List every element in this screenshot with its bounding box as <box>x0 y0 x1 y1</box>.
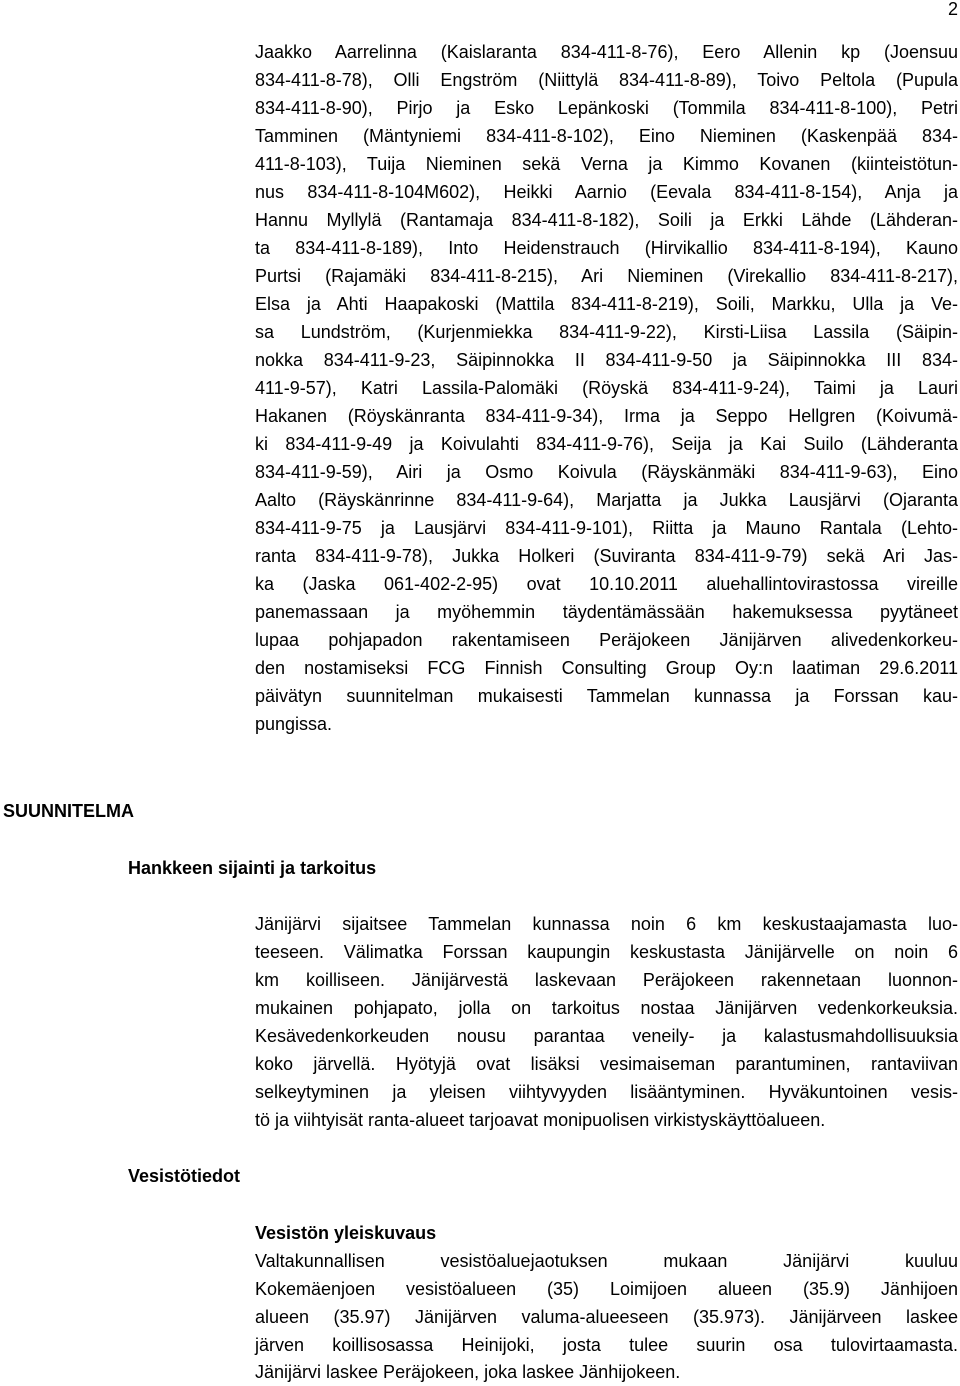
text-line: ranta 834-411-9-78), Jukka Holkeri (Suviranta 834-411-9-79) sekä Ari Jas- <box>255 546 958 566</box>
text-line: den nostamiseksi FCG Finnish Consulting Group Oy:n laatiman 29.6.2011 <box>255 658 958 678</box>
text-line: koko järvellä. Hyötyjä ovat lisäksi vesimaiseman parantuminen, rantaviivan <box>255 1054 958 1074</box>
text-line: Jänijärvi laskee Peräjokeen, joka laskee Jänhijokeen. <box>255 1362 681 1382</box>
text-line: 411-9-57), Katri Lassila-Palomäki (Röyskä 834-411-9-24), Taimi ja Lauri <box>255 378 958 398</box>
text-line: 834-411-9-75 ja Lausjärvi 834-411-9-101), Riitta ja Mauno Rantala (Lehto- <box>255 518 958 538</box>
text-line: ta 834-411-8-189), Into Heidenstrauch (Hirvikallio 834-411-8-194), Kauno <box>255 238 958 258</box>
text-line: teeseen. Välimatka Forssan kaupungin keskustasta Jänijärvelle on noin 6 <box>255 942 958 962</box>
text-line: km koilliseen. Jänijärvestä laskevaan Peräjokeen rakennetaan luonnon- <box>255 970 958 990</box>
text-line: nus 834-411-8-104M602), Heikki Aarnio (Eevala 834-411-8-154), Anja ja <box>255 182 958 202</box>
text-line: Jaakko Aarrelinna (Kaislaranta 834-411-8-76), Eero Allenin kp (Joensuu <box>255 42 958 62</box>
text-line: lupaa pohjapadon rakentamiseen Peräjokeen Jänijärven alivedenkorkeu- <box>255 630 958 650</box>
text-line: 834-411-8-90), Pirjo ja Esko Lepänkoski (Tommila 834-411-8-100), Petri <box>255 98 958 118</box>
location-heading: Hankkeen sijainti ja tarkoitus <box>128 858 377 878</box>
text-line: pungissa. <box>255 714 333 734</box>
text-line: Aalto (Räyskänrinne 834-411-9-64), Marjatta ja Jukka Lausjärvi (Ojaranta <box>255 490 958 510</box>
section-title: SUUNNITELMA <box>3 801 134 821</box>
page-number: 2 <box>947 0 958 19</box>
text-line: Kokemäenjoen vesistöalueen (35) Loimijoen alueen (35.9) Jänhijoen <box>255 1279 958 1299</box>
text-line: sa Lundström, (Kurjenmiekka 834-411-9-22), Kirsti-Liisa Lassila (Säipin- <box>255 322 958 342</box>
water-heading: Vesistötiedot <box>128 1166 241 1186</box>
text-line: järven koillisosassa Heinijoki, josta tulee suurin osa tulovirtaamasta. <box>255 1335 958 1355</box>
text-line: Hakanen (Röyskänranta 834-411-9-34), Irma ja Seppo Hellgren (Koivumä- <box>255 406 958 426</box>
text-line: Hannu Myllylä (Rantamaja 834-411-8-182), Soili ja Erkki Lähde (Lähderan- <box>255 210 958 230</box>
text-line: ka (Jaska 061-402-2-95) ovat 10.10.2011 aluehallintovirastossa vireille <box>255 574 958 594</box>
text-line: Elsa ja Ahti Haapakoski (Mattila 834-411-8-219), Soili, Markku, Ulla ja Ve- <box>255 294 958 314</box>
text-line: selkeytyminen ja yleisen viihtyvyyden lisääntyminen. Hyväkuntoinen vesis- <box>255 1082 958 1102</box>
text-line: Purtsi (Rajamäki 834-411-8-215), Ari Nieminen (Virekallio 834-411-8-217), <box>255 266 958 286</box>
text-line: tö ja viihtyisät ranta-alueet tarjoavat monipuolisen virkistyskäyttöalueen. <box>255 1110 826 1130</box>
text-line: Valtakunnallisen vesistöaluejaotuksen mukaan Jänijärvi kuuluu <box>255 1251 958 1271</box>
text-line: Tamminen (Mäntyniemi 834-411-8-102), Eino Nieminen (Kaskenpää 834- <box>255 126 958 146</box>
text-line: 834-411-8-78), Olli Engström (Niittylä 834-411-8-89), Toivo Peltola (Pupula <box>255 70 958 90</box>
text-line: ki 834-411-9-49 ja Koivulahti 834-411-9-76), Seija ja Kai Suilo (Lähderanta <box>255 434 958 454</box>
text-line: päivätyn suunnitelman mukaisesti Tammelan kunnassa ja Forssan kau- <box>255 686 958 706</box>
text-line: mukainen pohjapato, jolla on tarkoitus nostaa Jänijärven vedenkorkeuksia. <box>255 998 958 1018</box>
text-line: 834-411-9-59), Airi ja Osmo Koivula (Räyskänmäki 834-411-9-63), Eino <box>255 462 958 482</box>
text-line: alueen (35.97) Jänijärven valuma-alueeseen (35.973). Jänijärveen laskee <box>255 1307 958 1327</box>
text-line: Jänijärvi sijaitsee Tammelan kunnassa noin 6 km keskustaajamasta luo- <box>255 914 958 934</box>
overview-heading: Vesistön yleiskuvaus <box>255 1223 437 1243</box>
text-line: panemassaan ja myöhemmin täydentämässään hakemuksessa pyytäneet <box>255 602 958 622</box>
text-line: Kesävedenkorkeuden nousu parantaa veneily- ja kalastusmahdollisuuksia <box>255 1026 958 1046</box>
text-line: 411-8-103), Tuija Nieminen sekä Verna ja Kimmo Kovanen (kiinteistötun- <box>255 154 958 174</box>
text-line: nokka 834-411-9-23, Säipinnokka II 834-411-9-50 ja Säipinnokka III 834- <box>255 350 958 370</box>
